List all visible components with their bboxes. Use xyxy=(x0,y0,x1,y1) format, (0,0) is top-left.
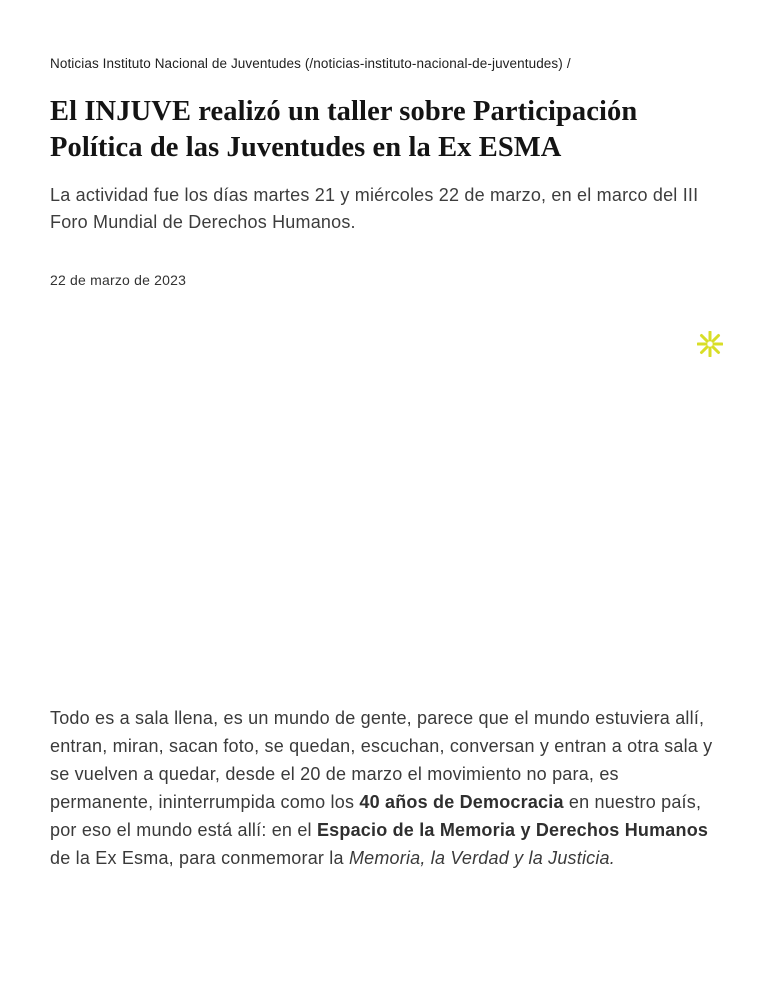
body-text-segment: Todo es a sala llena, es un mundo de gente, parece que el mundo estuviera allí, entran, miran, sacan foto, se quedan, escuchan, conversan y entran a otra sala y se vuelven a quedar, desde el 20 de marzo el movimiento no para, es permanente, ininterrumpida como los xyxy=(50,708,713,813)
breadcrumb xyxy=(50,56,723,72)
body-text-segment: en nuestro país, por eso el mundo está allí: en el xyxy=(50,792,702,841)
article-body xyxy=(50,705,723,873)
article-date: 22 de marzo de 2023 xyxy=(50,271,187,288)
image-placeholder xyxy=(50,299,723,699)
breadcrumb-link-noticias[interactable]: Noticias Instituto Nacional de Juventudes (/noticias-instituto-nacional-de-juventudes) xyxy=(50,56,563,71)
article-subtitle: La actividad fue los días martes 21 y miércoles 22 de marzo, en el marco del III Foro Mundial de Derechos Humanos. xyxy=(50,184,699,232)
body-bold-espacio-memoria: Espacio de la Memoria y Derechos Humanos xyxy=(316,820,709,841)
breadcrumb-separator: / xyxy=(566,56,571,71)
body-text-segment: de la Ex Esma, para conmemorar la xyxy=(50,848,349,869)
loading-spinner-icon xyxy=(697,331,723,357)
body-italic-memoria-verdad-justicia: Memoria, la Verdad y la Justicia. xyxy=(348,848,615,869)
page-title: El INJUVE realizó un taller sobre Participación Política de las Juventudes en la Ex ESMA xyxy=(50,96,638,163)
body-bold-democracia: 40 años de Democracia xyxy=(359,792,564,813)
